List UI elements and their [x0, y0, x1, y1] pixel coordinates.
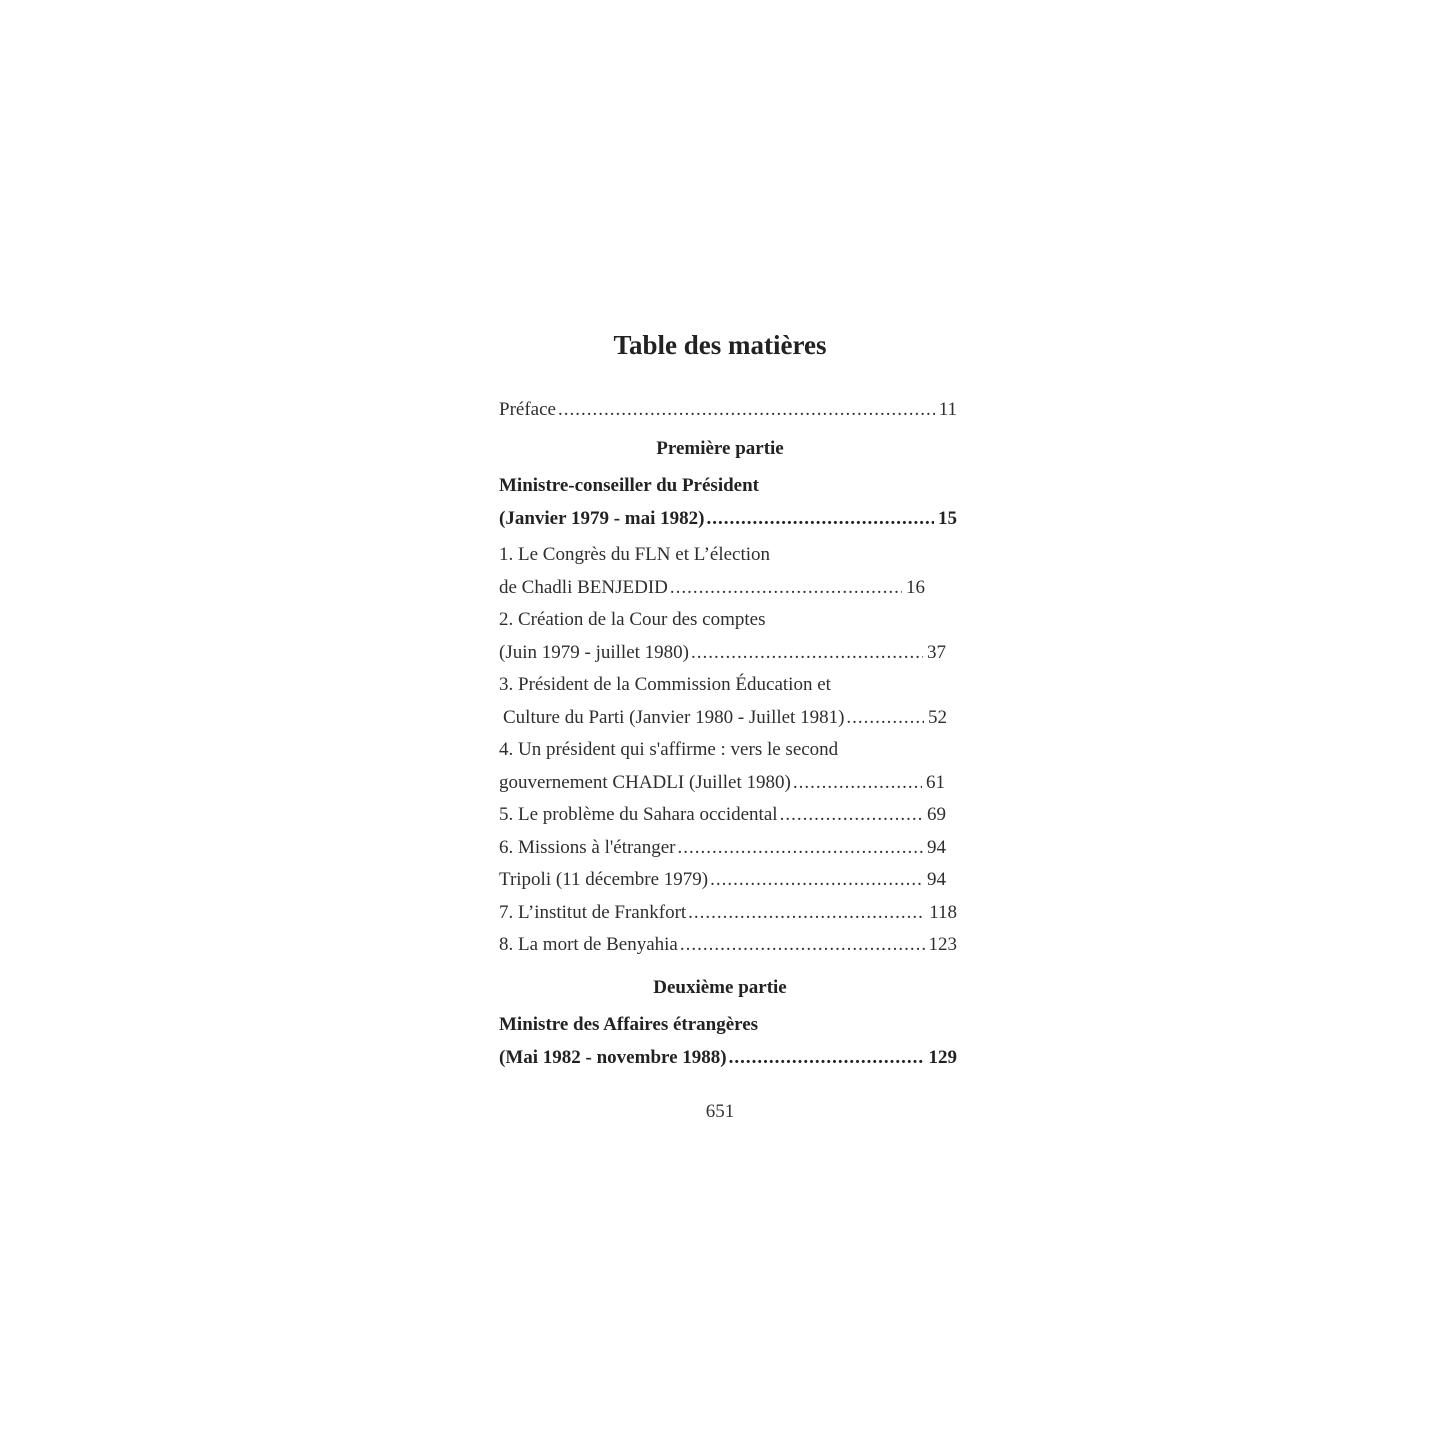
section-dates-2[interactable]	[499, 1045, 957, 1071]
toc-entry-1-line1[interactable]: 1. Le Congrès du FLN et L’élection	[499, 544, 771, 565]
dot-leader	[558, 397, 935, 423]
toc-page-number: 118	[929, 902, 957, 923]
toc-page-number: 123	[928, 934, 957, 955]
dot-leader	[793, 770, 922, 796]
toc-entry-8[interactable]	[499, 932, 957, 958]
toc-entry-preface[interactable]	[499, 397, 957, 423]
dot-leader	[780, 802, 923, 828]
toc-page-number: 16	[906, 577, 925, 598]
toc-entry-label: Tripoli (11 décembre 1979)	[499, 869, 709, 890]
dot-leader	[710, 867, 923, 893]
toc-entry-2-line2[interactable]	[499, 640, 957, 666]
toc-entry-3-line2[interactable]	[503, 705, 947, 731]
dot-leader	[680, 932, 925, 958]
page-title: Table des matières	[613, 330, 827, 360]
toc-entry-label: Préface	[499, 399, 556, 420]
toc-page-number: 61	[926, 772, 945, 793]
toc-entry-label: (Juin 1979 - juillet 1980)	[499, 642, 689, 663]
toc-entry-label: (Janvier 1979 - mai 1982)	[499, 508, 705, 529]
toc-entry-2-line1[interactable]: 2. Création de la Cour des comptes	[499, 609, 766, 630]
toc-entry-label: 6. Missions à l'étranger	[499, 837, 676, 858]
toc-entry-1-line2[interactable]	[499, 575, 957, 601]
dot-leader	[688, 900, 925, 926]
toc-entry-label: 8. La mort de Benyahia	[499, 934, 678, 955]
part-heading-2: Deuxième partie	[653, 977, 787, 998]
section-title-1[interactable]: Ministre-conseiller du Président	[499, 475, 759, 496]
page-number: 651	[705, 1101, 735, 1122]
toc-entry-3-line1[interactable]: 3. Président de la Commission Éducation et	[499, 674, 831, 695]
toc-entry-4-line1[interactable]: 4. Un président qui s'affirme : vers le second	[499, 739, 839, 760]
toc-page-number: 15	[938, 508, 957, 529]
dot-leader	[729, 1045, 925, 1071]
toc-entry-7[interactable]	[499, 900, 957, 926]
section-dates-1[interactable]	[499, 506, 957, 532]
toc-page-number: 94	[927, 837, 946, 858]
toc-entry-5[interactable]	[499, 802, 957, 828]
toc-entry-label: 5. Le problème du Sahara occidental	[499, 804, 778, 825]
toc-page-number: 11	[938, 399, 957, 420]
section-title-2[interactable]: Ministre des Affaires étrangères	[499, 1014, 759, 1035]
toc-entry-6[interactable]	[499, 835, 957, 861]
toc-entry-label: 7. L’institut de Frankfort	[499, 902, 687, 923]
toc-entry-label: Culture du Parti (Janvier 1980 - Juillet 1981)	[503, 707, 845, 728]
dot-leader	[670, 575, 902, 601]
dot-leader	[691, 640, 923, 666]
toc-page-number: 69	[927, 804, 946, 825]
toc-page-number: 37	[927, 642, 946, 663]
dot-leader	[706, 506, 934, 532]
toc-entry-4-line2[interactable]	[499, 770, 957, 796]
toc-entry-label: de Chadli BENJEDID	[499, 577, 668, 598]
toc-entry-label: gouvernement CHADLI (Juillet 1980)	[499, 772, 791, 793]
toc-page-number: 94	[927, 869, 946, 890]
dot-leader	[846, 705, 924, 731]
toc-page-number: 52	[928, 707, 947, 728]
toc-page-number: 129	[928, 1047, 957, 1068]
part-heading-1: Première partie	[656, 438, 784, 459]
toc-entry-label: (Mai 1982 - novembre 1988)	[499, 1047, 727, 1068]
dot-leader	[678, 835, 923, 861]
toc-entry-tripoli[interactable]	[499, 867, 957, 893]
